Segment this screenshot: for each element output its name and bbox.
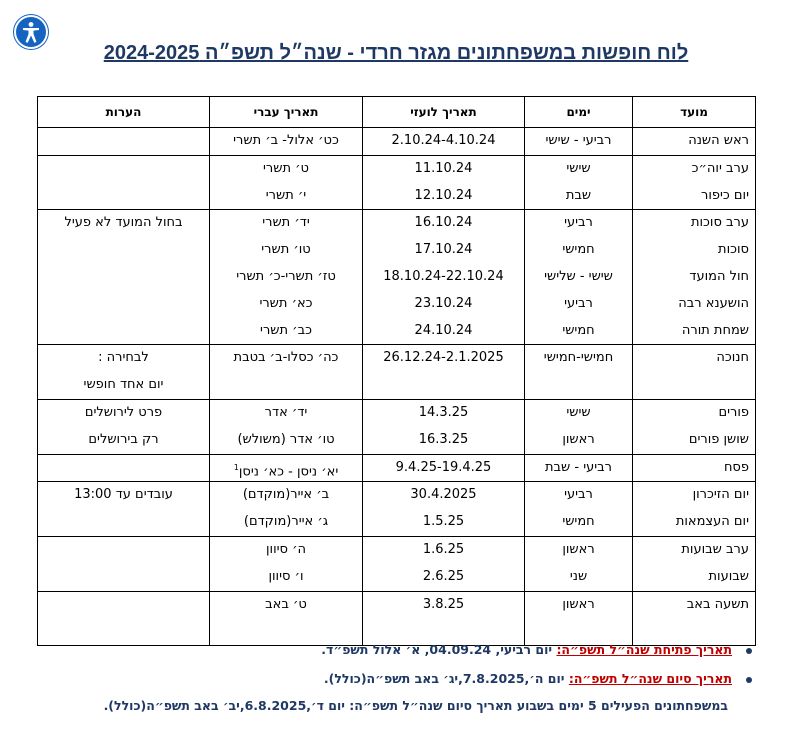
opening-date-label: תאריך פתיחת שנה״ל תשפ״ה: (556, 642, 732, 657)
gregorian-date-text: 3.8.25 (422, 596, 465, 612)
closing-date-value: יום ה׳,7.8.2025,יג׳ באב תשפ״ה(כולל). (323, 671, 565, 686)
days-text: ראשון (562, 596, 595, 612)
table-row (38, 482, 756, 537)
days-text: רביעי - שבת (544, 459, 613, 475)
note-text: בחול המועד לא פעיל (64, 215, 183, 231)
note-text: פרט לירושלים (84, 404, 163, 420)
days-text: חמישי (562, 242, 595, 258)
holiday-text: פורים (718, 404, 749, 420)
hebrew-date-text: כב׳ תשרי (260, 322, 312, 338)
bullet-icon (746, 677, 752, 683)
notes-cell (38, 128, 210, 156)
holiday-cell (633, 155, 756, 210)
days-text: שישי (566, 160, 591, 176)
footnote-closing-date (0, 671, 752, 686)
days-cell (525, 128, 633, 156)
header-notes: הערות (38, 97, 210, 128)
hebrew-date-cell (210, 128, 363, 156)
hebrew-date-text: ב׳ אייר(מוקדם) (242, 487, 330, 503)
hebrew-date-cell (210, 345, 363, 400)
holiday-text: ערב סוכות (690, 215, 749, 231)
days-cell (525, 536, 633, 591)
note-text: עובדים עד 13:00 (74, 487, 173, 503)
gregorian-date-text: 30.4.2025 (410, 487, 477, 503)
days-cell (525, 155, 633, 210)
hebrew-date-text: יד׳ אדר (264, 404, 308, 420)
days-cell (525, 210, 633, 345)
holiday-text: הושענא רבה (678, 295, 749, 311)
gregorian-date-text: 23.10.24 (414, 295, 473, 311)
note-text: רק בירושלים (88, 431, 159, 447)
notes-cell (38, 345, 210, 400)
days-cell (525, 591, 633, 646)
gregorian-date-text: 11.10.24 (414, 160, 473, 176)
gregorian-date-cell (363, 128, 525, 156)
holiday-cell (633, 345, 756, 400)
opening-date-value: יום רביעי, 04.09.24, א׳ אלול תשפ״ד. (321, 642, 553, 657)
hebrew-date-text: יא׳ ניסן - כא׳ ניסן (238, 463, 339, 479)
days-cell (525, 454, 633, 482)
bullet-icon (746, 648, 752, 654)
table-row (38, 210, 756, 345)
days-cell (525, 345, 633, 400)
holiday-table (37, 96, 756, 646)
holiday-text: יום העצמאות (675, 514, 749, 530)
note-text: לבחירה : (98, 350, 149, 366)
holiday-text: פסח (723, 459, 749, 475)
note-text: יום אחד חופשי (83, 377, 164, 393)
table-row (38, 155, 756, 210)
header-days: ימים (525, 97, 633, 128)
notes-cell (38, 482, 210, 537)
gregorian-date-text: 9.4.25-19.4.25 (395, 459, 492, 475)
gregorian-date-text: 2.10.24-4.10.24 (391, 133, 496, 148)
notes-cell (38, 155, 210, 210)
notes-cell (38, 454, 210, 482)
days-text: רביעי - שישי (545, 133, 612, 148)
hebrew-date-cell (210, 399, 363, 454)
gregorian-date-text: 17.10.24 (414, 242, 473, 258)
days-text: שבת (565, 187, 592, 203)
gregorian-date-cell (363, 155, 525, 210)
gregorian-date-cell (363, 536, 525, 591)
gregorian-date-text: 24.10.24 (414, 322, 473, 338)
days-text: שישי - שלישי (544, 268, 613, 284)
days-text: ראשון (562, 431, 595, 447)
hebrew-date-line (216, 455, 356, 482)
hebrew-date-text: ט׳ תשרי (263, 160, 309, 176)
footnote-opening-date (0, 642, 752, 657)
gregorian-date-cell (363, 345, 525, 400)
holiday-cell (633, 210, 756, 345)
table-row (38, 345, 756, 400)
header-gregorian-date: תאריך לועזי (363, 97, 525, 128)
gregorian-date-text: 26.12.24-2.1.2025 (383, 350, 504, 366)
gregorian-date-cell (363, 399, 525, 454)
hebrew-date-text: כט׳ אלול- ב׳ תשרי (233, 133, 339, 148)
gregorian-date-text: 18.10.24-22.10.24 (383, 268, 504, 284)
holiday-text: ערב שבועות (681, 541, 749, 557)
days-text: רביעי (564, 295, 593, 311)
hebrew-date-text: יד׳ תשרי (262, 215, 310, 231)
gregorian-date-text: 16.10.24 (414, 215, 473, 231)
days-text: חמישי (562, 322, 595, 338)
hebrew-date-text: ג׳ אייר(מוקדם) (243, 514, 329, 530)
table-row (38, 128, 756, 156)
table-row (38, 591, 756, 646)
empty-line (369, 372, 518, 399)
days-text: חמישי-חמישי (543, 350, 614, 366)
hebrew-date-cell (210, 155, 363, 210)
header-hebrew-date: תאריך עברי (210, 97, 363, 128)
hebrew-date-text: טו׳ אדר (משולש) (237, 431, 335, 447)
empty-line (639, 372, 749, 399)
hebrew-date-text: טז׳ תשרי-כ׳ תשרי (236, 268, 336, 284)
empty-line (216, 372, 356, 399)
notes-cell (38, 210, 210, 345)
holiday-text: תשעה באב (686, 596, 749, 612)
holiday-text: חנוכה (716, 350, 749, 366)
days-cell (525, 482, 633, 537)
hebrew-date-text: טו׳ תשרי (261, 242, 311, 258)
hebrew-date-cell (210, 591, 363, 646)
holiday-cell (633, 399, 756, 454)
holiday-text: שבועות (708, 568, 749, 584)
hebrew-date-text: כא׳ תשרי (259, 295, 313, 311)
gregorian-date-text: 14.3.25 (418, 404, 469, 420)
notes-cell (38, 536, 210, 591)
hebrew-date-cell (210, 536, 363, 591)
hebrew-date-text: כה׳ כסלו-ב׳ בטבת (233, 350, 339, 366)
holiday-cell (633, 454, 756, 482)
holiday-text: שושן פורים (688, 431, 749, 447)
notes-cell (38, 591, 210, 646)
gregorian-date-cell (363, 591, 525, 646)
holiday-cell (633, 591, 756, 646)
gregorian-date-cell (363, 482, 525, 537)
days-text: רביעי (564, 487, 593, 503)
hebrew-date-text: י׳ תשרי (265, 187, 307, 203)
header-holiday: מועד (633, 97, 756, 128)
page-title: לוח חופשות במשפחתונים מגזר חרדי - שנה״ל תשפ״ה 2024-2025 (103, 42, 689, 64)
holiday-text: יום הזיכרון (692, 487, 749, 503)
gregorian-date-text: 12.10.24 (414, 187, 473, 203)
hebrew-date-text: ט׳ באב (265, 596, 307, 612)
table-row (38, 454, 756, 482)
holiday-text: חול המועד (689, 268, 749, 284)
table-row (38, 536, 756, 591)
gregorian-date-text: 2.6.25 (422, 568, 465, 584)
days-text: ראשון (562, 541, 595, 557)
hebrew-date-cell (210, 482, 363, 537)
table-header-row (38, 97, 756, 128)
days-text: רביעי (564, 215, 593, 231)
notes-cell (38, 399, 210, 454)
hebrew-date-text: ה׳ סיוון (266, 541, 306, 557)
empty-line (531, 372, 626, 399)
table-row (38, 399, 756, 454)
days-text: שישי (566, 404, 591, 420)
holiday-text: ראש השנה (688, 133, 749, 148)
holiday-cell (633, 536, 756, 591)
holiday-text: שמחת תורה (681, 322, 749, 338)
footnote-five-day: במשפחתונים הפעילים 5 ימים בשבוע תאריך סיום שנה״ל תשפ״ה: יום ד׳,6.8.2025,יב׳ באב תשפ״ה(כולל). (103, 698, 728, 713)
gregorian-date-text: 1.5.25 (422, 514, 465, 530)
holiday-text: יום כיפור (701, 187, 749, 203)
holiday-text: סוכות (718, 242, 749, 258)
gregorian-date-text: 1.6.25 (422, 541, 465, 557)
hebrew-date-text: ו׳ סיוון (268, 568, 304, 584)
hebrew-date-cell (210, 454, 363, 482)
holiday-text: ערב יוה״כ (691, 160, 749, 176)
holiday-cell (633, 482, 756, 537)
closing-date-label: תאריך סיום שנה״ל תשפ״ה: (568, 671, 732, 686)
gregorian-date-cell (363, 454, 525, 482)
days-text: שני (569, 568, 588, 584)
days-cell (525, 399, 633, 454)
holiday-cell (633, 128, 756, 156)
gregorian-date-text: 16.3.25 (418, 431, 469, 447)
days-text: חמישי (562, 514, 595, 530)
gregorian-date-cell (363, 210, 525, 345)
hebrew-date-cell (210, 210, 363, 345)
footnote-marker: 1 (233, 462, 239, 472)
